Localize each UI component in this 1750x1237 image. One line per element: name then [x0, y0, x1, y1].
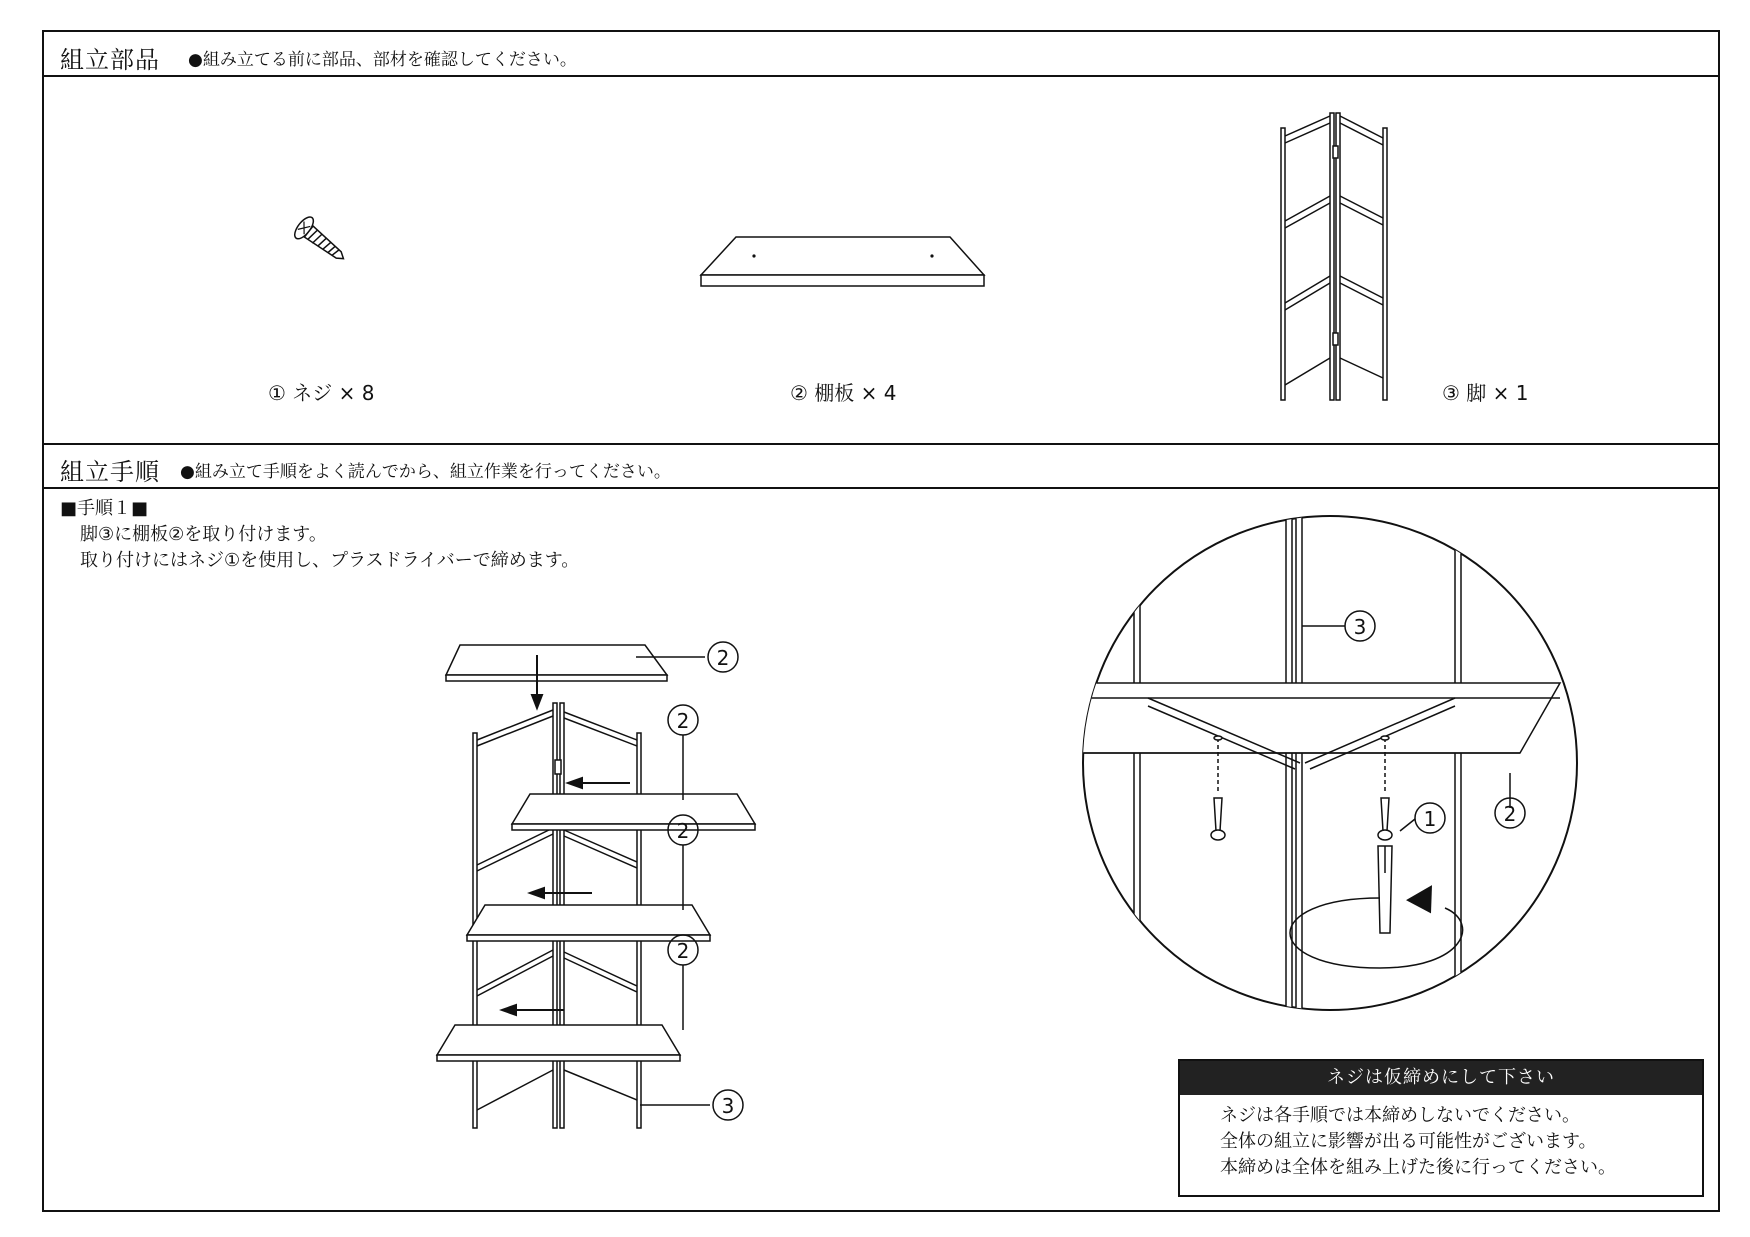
screw-detail-illustration: [1080, 513, 1580, 1013]
svg-text:2: 2: [676, 709, 690, 733]
folding-leg-frame-icon: [1270, 108, 1395, 403]
divider: [42, 487, 1720, 489]
screw-icon: [290, 210, 370, 280]
divider: [42, 75, 1720, 77]
notice-line: 全体の組立に影響が出る可能性がございます。: [1220, 1131, 1597, 1152]
part-label-leg: ③ 脚 × 1: [1442, 381, 1529, 405]
steps-section-title: 組立手順: [60, 458, 160, 486]
svg-text:3: 3: [1353, 615, 1367, 639]
parts-section-title: 組立部品: [60, 46, 160, 74]
svg-text:1: 1: [1423, 807, 1437, 831]
step-line-1: 脚③に棚板②を取り付けます。: [80, 524, 327, 545]
notice-line: ネジは各手順では本締めしないでください。: [1220, 1105, 1580, 1126]
notice-line: 本締めは全体を組み上げた後に行ってください。: [1220, 1157, 1616, 1178]
svg-text:3: 3: [721, 1094, 735, 1118]
assembly-illustration: [440, 640, 770, 1140]
shelf-board-icon: [700, 234, 985, 290]
svg-text:2: 2: [676, 939, 690, 963]
step-heading: ■手順１■: [60, 498, 149, 519]
svg-text:2: 2: [1503, 802, 1517, 826]
part-label-screw: ① ネジ × 8: [268, 381, 375, 405]
notice-body: [1180, 1095, 1702, 1181]
step-line-2: 取り付けにはネジ①を使用し、プラスドライバーで締めます。: [80, 550, 580, 571]
svg-text:2: 2: [716, 646, 730, 670]
notice-title: ネジは仮締めにして下さい: [1180, 1061, 1702, 1095]
svg-text:2: 2: [676, 819, 690, 843]
parts-section-note: ●組み立てる前に部品、部材を確認してください。: [188, 50, 577, 70]
part-label-shelf: ② 棚板 × 4: [790, 381, 897, 405]
notice-box: [1178, 1059, 1704, 1197]
steps-section-note: ●組み立て手順をよく読んでから、組立作業を行ってください。: [180, 462, 671, 482]
divider: [42, 443, 1720, 445]
